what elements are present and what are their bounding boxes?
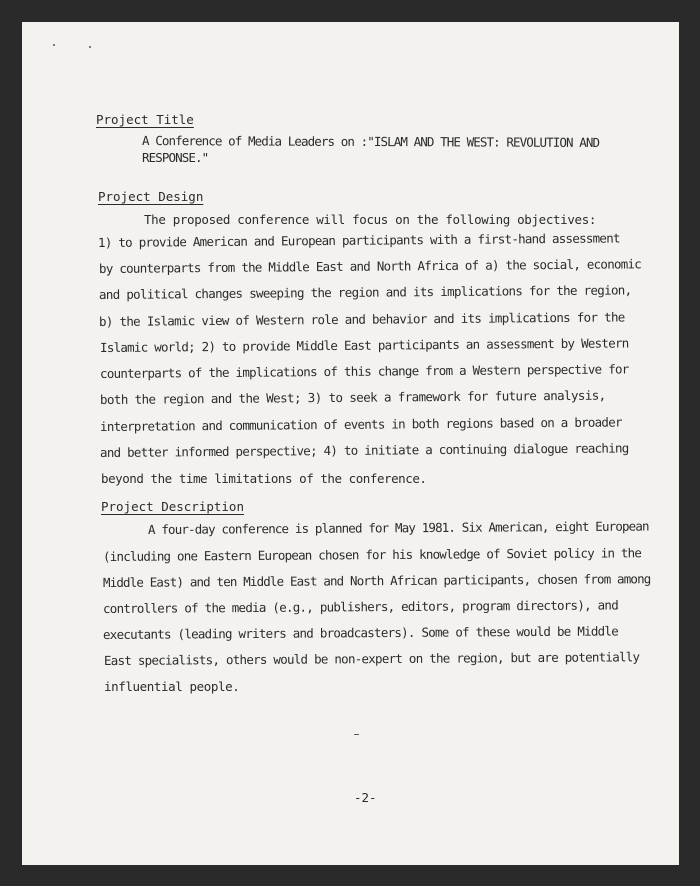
title-line: RESPONSE." — [142, 150, 209, 165]
section-heading-project-design: Project Design — [98, 189, 204, 204]
design-line: beyond the time limitations of the conference. — [101, 471, 427, 486]
description-line: East specialists, others would be non-expert on the region, but are potentially — [103, 649, 640, 668]
scan-speck — [89, 46, 91, 48]
scan-speck — [354, 734, 359, 735]
description-line: Middle East) and ten Middle East and North African participants, chosen from among — [102, 571, 651, 590]
design-line: by counterparts from the Middle East and North Africa of a) the social, economic — [98, 256, 642, 276]
design-line: b) the Islamic view of Western role and behavior and its implications for the — [98, 309, 625, 329]
page-number: -2- — [354, 790, 377, 805]
design-line: 1) to provide American and European participants with a first-hand assessment — [97, 230, 620, 250]
section-heading-project-title: Project Title — [96, 112, 194, 127]
design-line: and political changes sweeping the region and its implications for the region, — [98, 282, 632, 302]
description-line: controllers of the media (e.g., publishers, editors, program directors), and — [102, 597, 618, 616]
description-line: A four-day conference is planned for May 1981. Six American, eight European — [147, 518, 649, 537]
description-line: (including one Eastern European chosen for his knowledge of Soviet policy in the — [102, 545, 642, 564]
design-line: and better informed perspective; 4) to initiate a continuing dialogue reaching — [99, 440, 629, 460]
design-line: both the region and the West; 3) to seek a framework for future analysis, — [99, 387, 606, 407]
design-line: The proposed conference will focus on the following objectives: — [144, 212, 597, 227]
title-line: A Conference of Media Leaders on :"ISLAM AND THE WEST: REVOLUTION AND — [141, 133, 600, 150]
scan-speck — [53, 44, 55, 46]
description-line: influential people. — [104, 679, 240, 694]
design-line: counterparts of the implications of this change from a Western perspective for — [99, 361, 629, 381]
description-line: executants (leading writers and broadcasters). Some of these would be Middle — [102, 623, 618, 642]
section-heading-project-description: Project Description — [101, 499, 244, 514]
design-line: Islamic world; 2) to provide Middle East participants an assessment by Western — [99, 335, 629, 355]
document-page — [22, 22, 679, 865]
design-line: interpretation and communication of events in both regions based on a broader — [99, 414, 622, 434]
